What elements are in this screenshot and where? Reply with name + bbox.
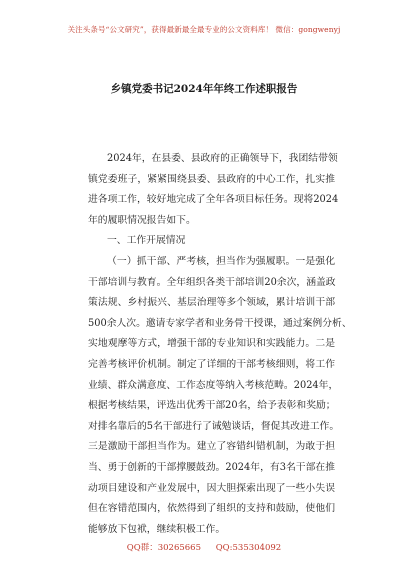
body-line-3: 进各项工作，较好地完成了全年各项目标任务。现将2024 [88,194,339,206]
body-line-7: 干部培训与教育。全年组织各类干部培训20余次，涵盖政 [88,276,336,288]
body-line-4: 年的履职情况报告如下。 [88,214,196,226]
body-line-8: 策法规、乡村振兴、基层治理等多个领域，累计培训干部 [88,297,335,309]
body-line-1: 2024年，在县委、县政府的正确领导下，我团结带领 [107,153,338,164]
body-line-9: 500余人次。邀请专家学者和业务骨干授课，通过案例分析、 [88,317,352,329]
header-banner: 关注头条号“公文研究”，获得最新最全最专业的公文资料库！ 微信：gongwenyj [67,25,341,34]
body-line-13: 根据考核结果，评选出优秀干部20名，给予表彰和奖励； [88,400,336,412]
document-body [88,149,352,540]
body-line-17: 动项目建设和产业发展中，因大胆探索出现了一些小失误 [88,482,335,494]
section-heading: 一、工作开展情况 [107,235,186,247]
body-line-18: 但在容错范围内，依然得到了组织的支持和鼓励，使他们 [88,503,335,515]
footer-qq-number: QQ:535304092 [215,543,282,553]
body-line-16: 当、勇于创新的干部撑腰鼓劲。2024年，有3名干部在推 [88,461,335,473]
body-line-15: 三是激励干部担当作为。建立了容错纠错机制，为敢于担 [88,441,335,453]
body-line-11: 完善考核评价机制。制定了详细的干部考核细则，将工作 [88,358,335,370]
body-line-10: 实地观摩等方式，增强干部的专业知识和实践能力。二是 [88,338,335,350]
body-line-12: 业绩、群众满意度、工作态度等纳入考核范畴。2024年， [88,379,339,391]
body-line-6: （一）抓干部、严考核，担当作为强履职。一是强化 [107,255,335,267]
body-line-14: 对排名靠后的5名干部进行了诫勉谈话，督促其改进工作。 [88,420,340,432]
body-line-2: 镇党委班子，紧紧围绕县委、县政府的中心工作，扎实推 [88,173,335,185]
footer-contact [0,541,408,553]
footer-qq-group: QQ群：30265665 [126,543,201,553]
body-line-19: 能够放下包袱，继续积极工作。 [88,523,226,535]
document-title: 乡镇党委书记2024年年终工作述职报告 [110,83,298,95]
